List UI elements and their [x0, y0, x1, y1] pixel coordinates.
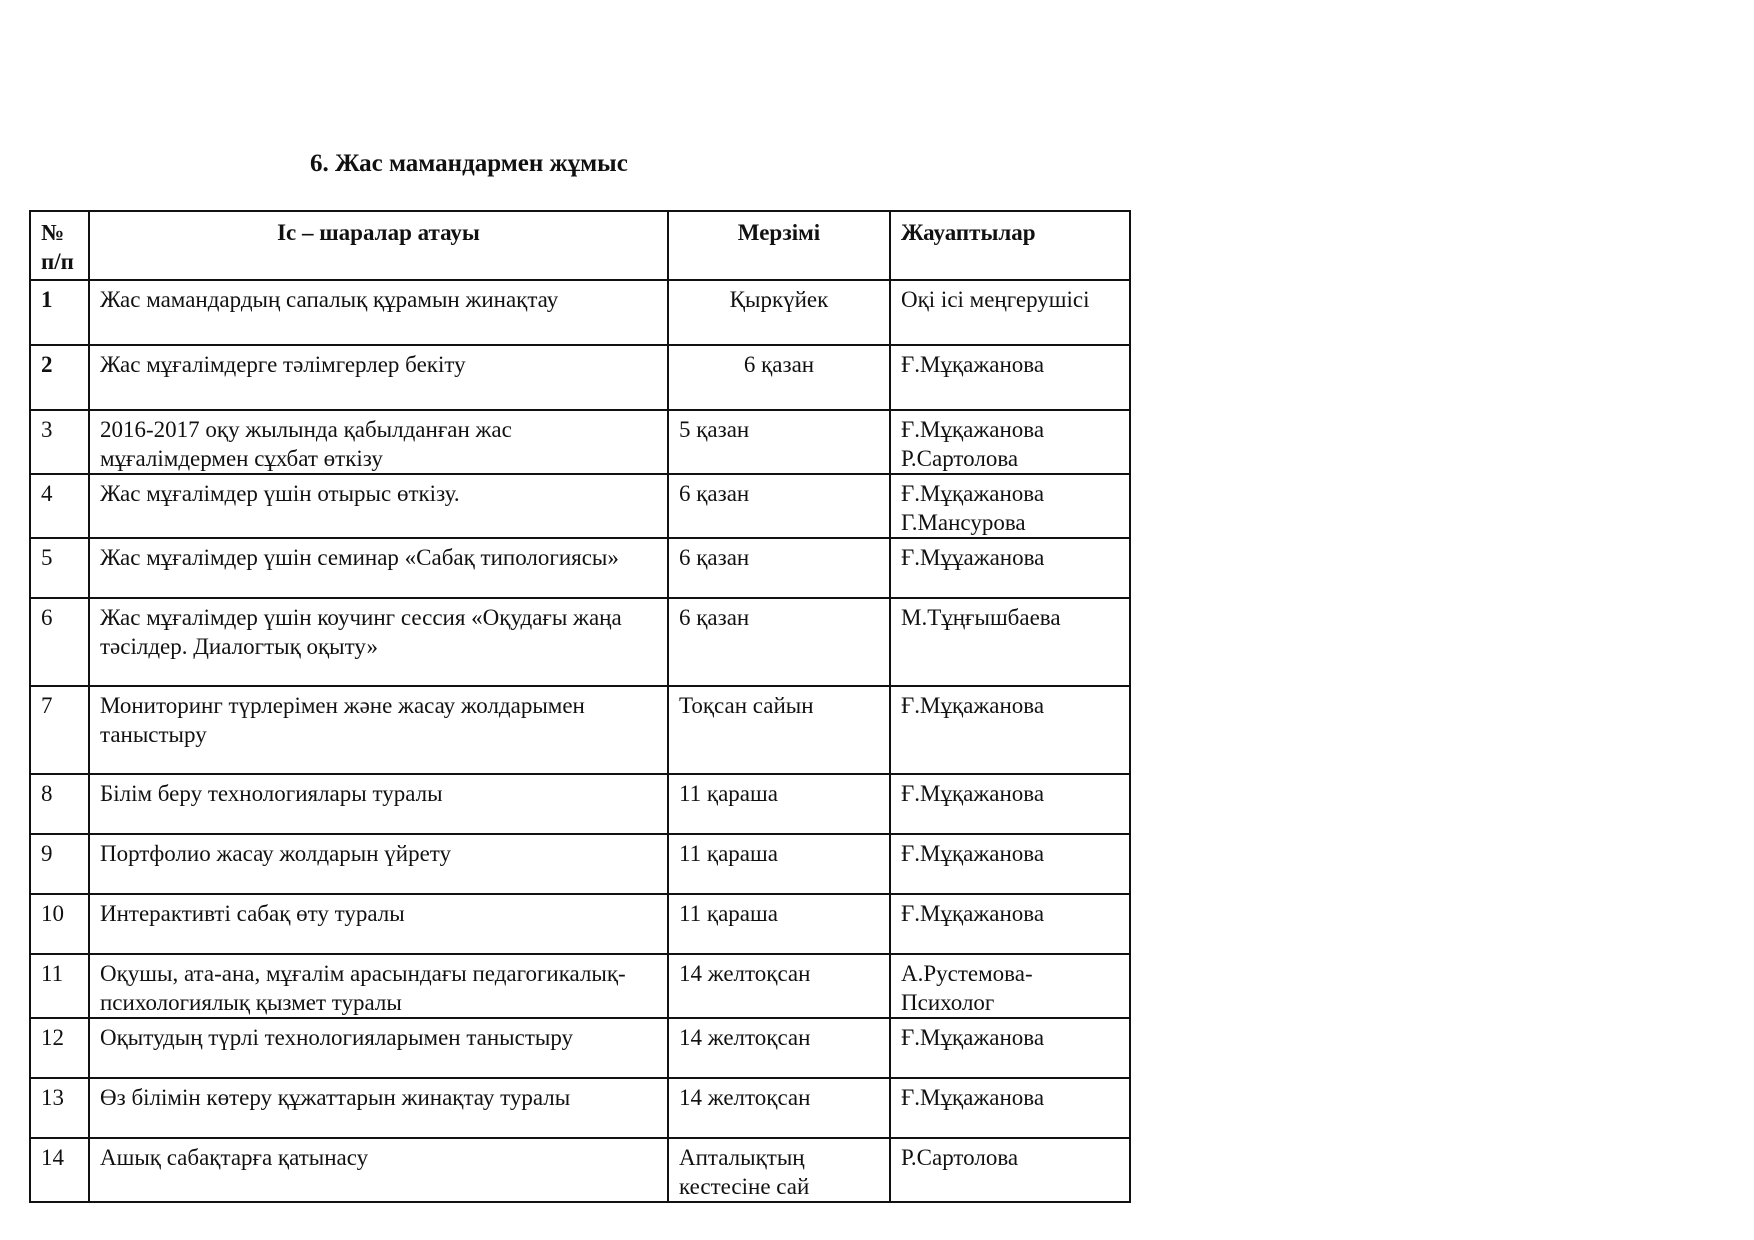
header-num: № п/п	[30, 211, 89, 280]
row-date: 5 қазан	[668, 410, 890, 474]
row-name: 2016-2017 оқу жылында қабылданған жас мұғалімдермен сұхбат өткізу	[89, 410, 668, 474]
row-num: 8	[30, 774, 89, 834]
row-responsible: Ғ.Мұқажанова	[890, 1078, 1130, 1138]
header-date: Мерзімі	[668, 211, 890, 280]
table-row	[30, 1138, 1130, 1202]
row-name: Оқытудың түрлі технологияларымен таныстыру	[89, 1018, 668, 1078]
row-name: Жас мұғалімдерге тәлімгерлер бекіту	[89, 345, 668, 410]
table-row	[30, 894, 1130, 954]
table-row	[30, 280, 1130, 345]
row-responsible: А.Рустемова-Психолог	[890, 954, 1130, 1018]
events-table	[29, 210, 1131, 1203]
header-name: Іс – шаралар атауы	[89, 211, 668, 280]
row-name: Мониторинг түрлерімен және жасау жолдарымен таныстыру	[89, 686, 668, 774]
row-name: Оқушы, ата-ана, мұғалім арасындағы педагогикалық-психологиялық қызмет туралы	[89, 954, 668, 1018]
row-date: Тоқсан сайын	[668, 686, 890, 774]
row-num: 12	[30, 1018, 89, 1078]
row-responsible: Ғ.Мұқажанова	[890, 345, 1130, 410]
row-responsible: Ғ.Мұқажанова Р.Сартолова	[890, 410, 1130, 474]
row-date: 11 қараша	[668, 834, 890, 894]
row-date: 11 қараша	[668, 894, 890, 954]
row-name: Өз білімін көтеру құжаттарын жинақтау туралы	[89, 1078, 668, 1138]
table-row	[30, 345, 1130, 410]
row-num: 4	[30, 474, 89, 538]
row-responsible: Ғ.Мұқажанова	[890, 686, 1130, 774]
row-num: 13	[30, 1078, 89, 1138]
table-header-row	[30, 211, 1130, 280]
table-row	[30, 538, 1130, 598]
row-date: 11 қараша	[668, 774, 890, 834]
row-num: 7	[30, 686, 89, 774]
row-date: 6 қазан	[668, 538, 890, 598]
row-responsible: Оқі ісі меңгерушісі	[890, 280, 1130, 345]
row-date: 14 желтоқсан	[668, 1018, 890, 1078]
row-date: 6 қазан	[668, 345, 890, 410]
row-date: 6 қазан	[668, 474, 890, 538]
table-row	[30, 686, 1130, 774]
row-num: 11	[30, 954, 89, 1018]
row-date: Қыркүйек	[668, 280, 890, 345]
table-row	[30, 774, 1130, 834]
row-num: 10	[30, 894, 89, 954]
row-name: Жас мұғалімдер үшін коучинг сессия «Оқудағы жаңа тәсілдер. Диалогтық оқыту»	[89, 598, 668, 686]
table-row	[30, 954, 1130, 1018]
row-name: Жас мамандардың сапалық құрамын жинақтау	[89, 280, 668, 345]
row-name: Интерактивті сабақ өту туралы	[89, 894, 668, 954]
table-row	[30, 1078, 1130, 1138]
page-title: 6. Жас мамандармен жұмыс	[310, 150, 628, 177]
table-row	[30, 410, 1130, 474]
row-num: 6	[30, 598, 89, 686]
row-responsible: Ғ.Мұқажанова	[890, 894, 1130, 954]
row-responsible: Ғ.Мұқажанова	[890, 774, 1130, 834]
row-name: Білім беру технологиялары туралы	[89, 774, 668, 834]
row-responsible: М.Тұңғышбаева	[890, 598, 1130, 686]
header-responsible: Жауаптылар	[890, 211, 1130, 280]
row-num: 1	[30, 280, 89, 345]
table-row	[30, 598, 1130, 686]
row-num: 3	[30, 410, 89, 474]
row-responsible: Ғ.Мұқажанова	[890, 834, 1130, 894]
row-date: 14 желтоқсан	[668, 954, 890, 1018]
row-date: 14 желтоқсан	[668, 1078, 890, 1138]
row-responsible: Ғ.Мұқажанова	[890, 1018, 1130, 1078]
row-date: Апталықтың кестесіне сай	[668, 1138, 890, 1202]
row-responsible: Ғ.Мұқажанова Г.Мансурова	[890, 474, 1130, 538]
row-num: 9	[30, 834, 89, 894]
row-name: Портфолио жасау жолдарын үйрету	[89, 834, 668, 894]
table-row	[30, 1018, 1130, 1078]
row-responsible: Ғ.Мұұажанова	[890, 538, 1130, 598]
row-num: 2	[30, 345, 89, 410]
row-responsible: Р.Сартолова	[890, 1138, 1130, 1202]
table-row	[30, 474, 1130, 538]
row-date: 6 қазан	[668, 598, 890, 686]
table-row	[30, 834, 1130, 894]
row-num: 14	[30, 1138, 89, 1202]
row-name: Жас мұғалімдер үшін отырыс өткізу.	[89, 474, 668, 538]
row-name: Жас мұғалімдер үшін семинар «Сабақ типологиясы»	[89, 538, 668, 598]
row-num: 5	[30, 538, 89, 598]
row-name: Ашық сабақтарға қатынасу	[89, 1138, 668, 1202]
